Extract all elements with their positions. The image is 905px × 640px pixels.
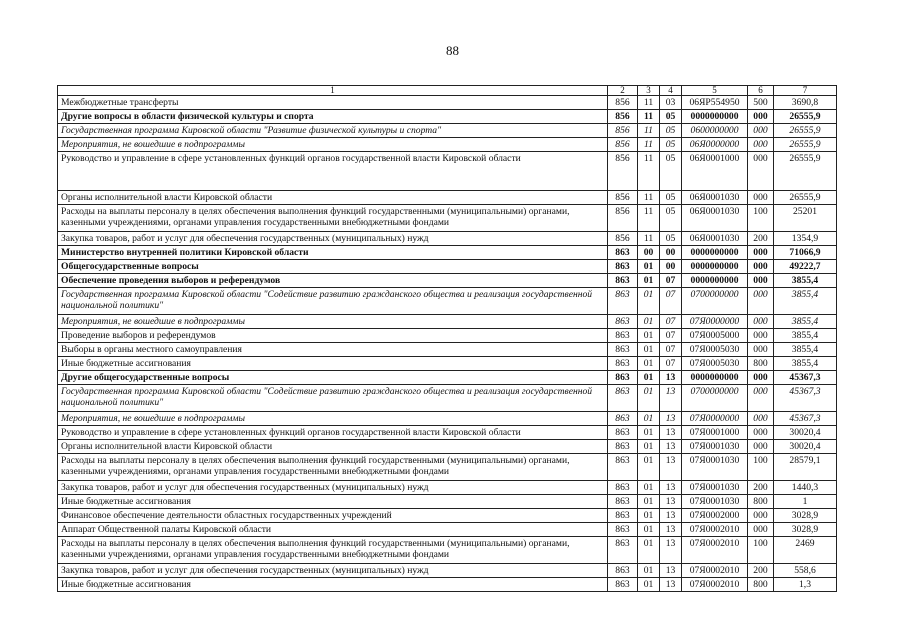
header-cell: 6 [748, 86, 774, 96]
code-cell: 863 [608, 412, 638, 426]
target-article-cell: 06Я0001030 [682, 232, 748, 246]
code-cell: 856 [608, 205, 638, 232]
code-cell: 856 [608, 232, 638, 246]
table-row [58, 191, 837, 205]
expense-type-cell: 500 [748, 96, 774, 110]
table-row [58, 274, 837, 288]
table-row [58, 232, 837, 246]
subsection-cell: 13 [660, 537, 682, 564]
expense-type-cell: 000 [748, 315, 774, 329]
row-name-cell: Органы исполнительной власти Кировской области [58, 440, 608, 454]
subsection-cell: 13 [660, 426, 682, 440]
amount-cell: 3028,9 [774, 523, 837, 537]
target-article-cell: 0000000000 [682, 246, 748, 260]
amount-cell: 26555,9 [774, 138, 837, 152]
target-article-cell: 0700000000 [682, 385, 748, 412]
section-cell: 11 [638, 205, 660, 232]
code-cell: 856 [608, 138, 638, 152]
code-cell: 863 [608, 537, 638, 564]
amount-cell: 26555,9 [774, 152, 837, 191]
expense-type-cell: 000 [748, 440, 774, 454]
expense-type-cell: 800 [748, 495, 774, 509]
code-cell: 863 [608, 357, 638, 371]
table-row [58, 138, 837, 152]
target-article-cell: 07Я0001000 [682, 426, 748, 440]
code-cell: 856 [608, 96, 638, 110]
amount-cell: 71066,9 [774, 246, 837, 260]
code-cell: 863 [608, 246, 638, 260]
expense-type-cell: 000 [748, 110, 774, 124]
code-cell: 856 [608, 191, 638, 205]
expense-type-cell: 200 [748, 232, 774, 246]
subsection-cell: 13 [660, 385, 682, 412]
table-row [58, 205, 837, 232]
target-article-cell: 07Я0001030 [682, 495, 748, 509]
table-row [58, 578, 837, 592]
table-row [58, 440, 837, 454]
amount-cell: 3855,4 [774, 274, 837, 288]
section-cell: 01 [638, 343, 660, 357]
section-cell: 01 [638, 440, 660, 454]
code-cell: 863 [608, 454, 638, 481]
subsection-cell: 07 [660, 288, 682, 315]
subsection-cell: 13 [660, 578, 682, 592]
expense-type-cell: 000 [748, 274, 774, 288]
table-row [58, 96, 837, 110]
subsection-cell: 13 [660, 454, 682, 481]
section-cell: 01 [638, 371, 660, 385]
code-cell: 863 [608, 315, 638, 329]
table-row [58, 246, 837, 260]
target-article-cell: 0000000000 [682, 371, 748, 385]
row-name-cell: Расходы на выплаты персоналу в целях обеспечения выполнения функций государственными (муниципальными) органами, казенными учреждениями, органами управления государственными внебюджетными фондами [58, 537, 608, 564]
expense-type-cell: 200 [748, 564, 774, 578]
table-row [58, 343, 837, 357]
subsection-cell: 07 [660, 329, 682, 343]
row-name-cell: Аппарат Общественной палаты Кировской области [58, 523, 608, 537]
amount-cell: 1354,9 [774, 232, 837, 246]
subsection-cell: 13 [660, 412, 682, 426]
target-article-cell: 07Я0005000 [682, 329, 748, 343]
target-article-cell: 07Я0001030 [682, 454, 748, 481]
subsection-cell: 07 [660, 274, 682, 288]
section-cell: 01 [638, 564, 660, 578]
subsection-cell: 07 [660, 357, 682, 371]
table-row [58, 564, 837, 578]
row-name-cell: Руководство и управление в сфере установленных функций органов государственной власти Кировской области [58, 426, 608, 440]
subsection-cell: 05 [660, 152, 682, 191]
section-cell: 01 [638, 426, 660, 440]
header-cell: 5 [682, 86, 748, 96]
section-cell: 01 [638, 537, 660, 564]
code-cell: 863 [608, 564, 638, 578]
amount-cell: 1,3 [774, 578, 837, 592]
amount-cell: 30020,4 [774, 440, 837, 454]
target-article-cell: 0700000000 [682, 288, 748, 315]
expense-type-cell: 000 [748, 124, 774, 138]
code-cell: 863 [608, 343, 638, 357]
target-article-cell: 07Я0001030 [682, 481, 748, 495]
target-article-cell: 0000000000 [682, 274, 748, 288]
target-article-cell: 07Я0002010 [682, 564, 748, 578]
subsection-cell: 13 [660, 564, 682, 578]
section-cell: 01 [638, 315, 660, 329]
target-article-cell: 07Я0002000 [682, 509, 748, 523]
expense-type-cell: 100 [748, 205, 774, 232]
target-article-cell: 0000000000 [682, 110, 748, 124]
section-cell: 01 [638, 329, 660, 343]
code-cell: 863 [608, 385, 638, 412]
amount-cell: 3855,4 [774, 329, 837, 343]
target-article-cell: 07Я0005030 [682, 343, 748, 357]
table-row [58, 124, 837, 138]
expense-type-cell: 800 [748, 578, 774, 592]
amount-cell: 558,6 [774, 564, 837, 578]
code-cell: 863 [608, 426, 638, 440]
table-row [58, 110, 837, 124]
section-cell: 11 [638, 124, 660, 138]
expense-type-cell: 000 [748, 152, 774, 191]
row-name-cell: Другие вопросы в области физической культуры и спорта [58, 110, 608, 124]
table-row [58, 357, 837, 371]
amount-cell: 3690,8 [774, 96, 837, 110]
code-cell: 856 [608, 124, 638, 138]
subsection-cell: 05 [660, 191, 682, 205]
amount-cell: 3855,4 [774, 357, 837, 371]
target-article-cell: 07Я0002010 [682, 578, 748, 592]
target-article-cell: 06Я0000000 [682, 138, 748, 152]
table-row [58, 495, 837, 509]
amount-cell: 1 [774, 495, 837, 509]
code-cell: 856 [608, 152, 638, 191]
section-cell: 11 [638, 138, 660, 152]
subsection-cell: 13 [660, 509, 682, 523]
row-name-cell: Иные бюджетные ассигнования [58, 578, 608, 592]
table-row [58, 371, 837, 385]
row-name-cell: Иные бюджетные ассигнования [58, 495, 608, 509]
row-name-cell: Руководство и управление в сфере установленных функций органов государственной власти Кировской области [58, 152, 608, 191]
section-cell: 11 [638, 96, 660, 110]
table-row [58, 523, 837, 537]
table-row [58, 412, 837, 426]
code-cell: 856 [608, 110, 638, 124]
table-row [58, 329, 837, 343]
target-article-cell: 0000000000 [682, 260, 748, 274]
expense-type-cell: 000 [748, 426, 774, 440]
table-row [58, 152, 837, 191]
subsection-cell: 05 [660, 124, 682, 138]
row-name-cell: Государственная программа Кировской области "Развитие физической культуры и спорта" [58, 124, 608, 138]
subsection-cell: 05 [660, 110, 682, 124]
row-name-cell: Другие общегосударственные вопросы [58, 371, 608, 385]
amount-cell: 45367,3 [774, 412, 837, 426]
amount-cell: 49222,7 [774, 260, 837, 274]
section-cell: 11 [638, 152, 660, 191]
expense-type-cell: 000 [748, 509, 774, 523]
header-cell: 7 [774, 86, 837, 96]
table-row [58, 509, 837, 523]
code-cell: 863 [608, 509, 638, 523]
amount-cell: 1440,3 [774, 481, 837, 495]
target-article-cell: 07Я0000000 [682, 315, 748, 329]
subsection-cell: 13 [660, 481, 682, 495]
target-article-cell: 06Я0001030 [682, 205, 748, 232]
code-cell: 863 [608, 495, 638, 509]
table-row [58, 426, 837, 440]
subsection-cell: 13 [660, 495, 682, 509]
amount-cell: 26555,9 [774, 110, 837, 124]
amount-cell: 3855,4 [774, 288, 837, 315]
row-name-cell: Общегосударственные вопросы [58, 260, 608, 274]
expense-type-cell: 000 [748, 138, 774, 152]
table-body [58, 86, 837, 592]
row-name-cell: Расходы на выплаты персоналу в целях обеспечения выполнения функций государственными (муниципальными) органами, казенными учреждениями, органами управления государственными внебюджетными фондами [58, 454, 608, 481]
section-cell: 01 [638, 454, 660, 481]
expense-type-cell: 000 [748, 412, 774, 426]
section-cell: 01 [638, 260, 660, 274]
row-name-cell: Закупка товаров, работ и услуг для обеспечения государственных (муниципальных) нужд [58, 232, 608, 246]
section-cell: 01 [638, 274, 660, 288]
subsection-cell: 05 [660, 138, 682, 152]
expense-type-cell: 000 [748, 343, 774, 357]
amount-cell: 45367,3 [774, 371, 837, 385]
row-name-cell: Министерство внутренней политики Кировской области [58, 246, 608, 260]
table-row [58, 454, 837, 481]
section-cell: 01 [638, 385, 660, 412]
expense-type-cell: 000 [748, 191, 774, 205]
target-article-cell: 07Я0002010 [682, 537, 748, 564]
target-article-cell: 0600000000 [682, 124, 748, 138]
code-cell: 863 [608, 274, 638, 288]
code-cell: 863 [608, 523, 638, 537]
row-name-cell: Закупка товаров, работ и услуг для обеспечения государственных (муниципальных) нужд [58, 564, 608, 578]
amount-cell: 28579,1 [774, 454, 837, 481]
table-row [58, 385, 837, 412]
target-article-cell: 07Я0005030 [682, 357, 748, 371]
row-name-cell: Межбюджетные трансферты [58, 96, 608, 110]
target-article-cell: 06ЯР554950 [682, 96, 748, 110]
subsection-cell: 00 [660, 246, 682, 260]
section-cell: 11 [638, 110, 660, 124]
row-name-cell: Иные бюджетные ассигнования [58, 357, 608, 371]
amount-cell: 45367,3 [774, 385, 837, 412]
row-name-cell: Закупка товаров, работ и услуг для обеспечения государственных (муниципальных) нужд [58, 481, 608, 495]
section-cell: 01 [638, 578, 660, 592]
expense-type-cell: 000 [748, 523, 774, 537]
table-row [58, 288, 837, 315]
header-row [58, 86, 837, 96]
section-cell: 00 [638, 246, 660, 260]
section-cell: 01 [638, 288, 660, 315]
table-row [58, 260, 837, 274]
header-cell: 4 [660, 86, 682, 96]
row-name-cell: Расходы на выплаты персоналу в целях обеспечения выполнения функций государственными (муниципальными) органами, казенными учреждениями, органами управления государственными внебюджетными фондами [58, 205, 608, 232]
amount-cell: 26555,9 [774, 124, 837, 138]
subsection-cell: 07 [660, 315, 682, 329]
section-cell: 01 [638, 481, 660, 495]
expense-type-cell: 000 [748, 385, 774, 412]
subsection-cell: 13 [660, 440, 682, 454]
code-cell: 863 [608, 481, 638, 495]
amount-cell: 3855,4 [774, 343, 837, 357]
section-cell: 11 [638, 191, 660, 205]
expense-type-cell: 000 [748, 260, 774, 274]
subsection-cell: 05 [660, 232, 682, 246]
subsection-cell: 07 [660, 343, 682, 357]
target-article-cell: 06Я0001030 [682, 191, 748, 205]
row-name-cell: Государственная программа Кировской области "Содействие развитию гражданского общества и реализация государственной национальной политики" [58, 288, 608, 315]
target-article-cell: 07Я0000000 [682, 412, 748, 426]
subsection-cell: 03 [660, 96, 682, 110]
target-article-cell: 07Я0001030 [682, 440, 748, 454]
expense-type-cell: 000 [748, 246, 774, 260]
amount-cell: 30020,4 [774, 426, 837, 440]
subsection-cell: 05 [660, 205, 682, 232]
subsection-cell: 00 [660, 260, 682, 274]
section-cell: 01 [638, 495, 660, 509]
amount-cell: 26555,9 [774, 191, 837, 205]
expense-type-cell: 000 [748, 288, 774, 315]
row-name-cell: Финансовое обеспечение деятельности областных государственных учреждений [58, 509, 608, 523]
amount-cell: 3855,4 [774, 315, 837, 329]
row-name-cell: Органы исполнительной власти Кировской области [58, 191, 608, 205]
subsection-cell: 13 [660, 371, 682, 385]
table-row [58, 481, 837, 495]
amount-cell: 25201 [774, 205, 837, 232]
expense-type-cell: 000 [748, 329, 774, 343]
page-number: 88 [446, 43, 459, 58]
row-name-cell: Обеспечение проведения выборов и референдумов [58, 274, 608, 288]
code-cell: 863 [608, 260, 638, 274]
row-name-cell: Мероприятия, не вошедшие в подпрограммы [58, 412, 608, 426]
section-cell: 01 [638, 357, 660, 371]
amount-cell: 3028,9 [774, 509, 837, 523]
section-cell: 11 [638, 232, 660, 246]
section-cell: 01 [638, 412, 660, 426]
header-cell: 3 [638, 86, 660, 96]
row-name-cell: Проведение выборов и референдумов [58, 329, 608, 343]
code-cell: 863 [608, 578, 638, 592]
target-article-cell: 07Я0002010 [682, 523, 748, 537]
row-name-cell: Государственная программа Кировской области "Содействие развитию гражданского общества и реализация государственной национальной политики" [58, 385, 608, 412]
section-cell: 01 [638, 523, 660, 537]
code-cell: 863 [608, 440, 638, 454]
code-cell: 863 [608, 371, 638, 385]
expense-type-cell: 200 [748, 481, 774, 495]
table-row [58, 537, 837, 564]
header-cell: 2 [608, 86, 638, 96]
row-name-cell: Мероприятия, не вошедшие в подпрограммы [58, 315, 608, 329]
subsection-cell: 13 [660, 523, 682, 537]
code-cell: 863 [608, 288, 638, 315]
code-cell: 863 [608, 329, 638, 343]
row-name-cell: Выборы в органы местного самоуправления [58, 343, 608, 357]
header-cell: 1 [58, 86, 608, 96]
table-row [58, 315, 837, 329]
budget-table [57, 85, 837, 592]
expense-type-cell: 100 [748, 454, 774, 481]
row-name-cell: Мероприятия, не вошедшие в подпрограммы [58, 138, 608, 152]
amount-cell: 2469 [774, 537, 837, 564]
section-cell: 01 [638, 509, 660, 523]
expense-type-cell: 800 [748, 357, 774, 371]
expense-type-cell: 100 [748, 537, 774, 564]
target-article-cell: 06Я0001000 [682, 152, 748, 191]
expense-type-cell: 000 [748, 371, 774, 385]
